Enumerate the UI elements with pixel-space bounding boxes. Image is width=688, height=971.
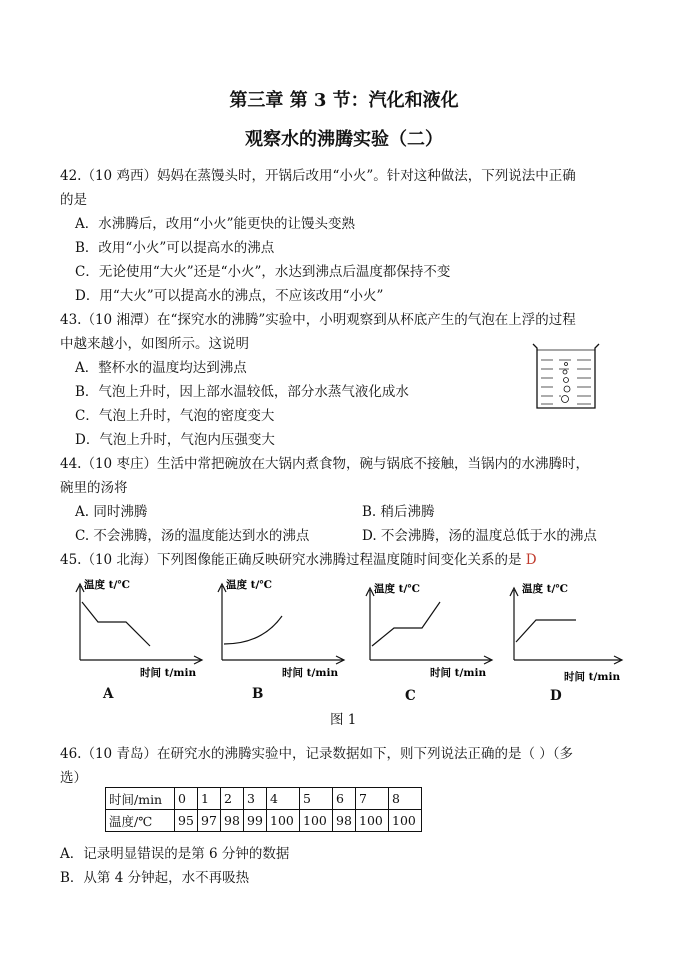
q43-stem-line2: 中越来越小，如图所示。这说明 <box>60 336 249 352</box>
graph-c-label: C <box>405 688 416 704</box>
graph-b-y-label: 温度 t/℃ <box>226 579 272 591</box>
figure-caption: 图 1 <box>330 712 357 728</box>
table-cell: 98 <box>221 810 244 832</box>
table-cell: 7 <box>356 788 389 810</box>
q43-option-d: D．气泡上升时，气泡内压强变大 <box>75 432 275 448</box>
boiling-data-table <box>105 787 422 832</box>
q46-option-b: B．从第 4 分钟起，水不再吸热 <box>60 870 250 886</box>
table-cell: 3 <box>244 788 267 810</box>
graph-b-label: B <box>252 686 264 702</box>
graph-c-y-label: 温度 t/℃ <box>374 583 420 595</box>
q43-stem-line1: 43.（10 湘潭）在“探究水的沸腾”实验中，小明观察到从杯底产生的气泡在上浮的过程 <box>60 312 576 328</box>
table-cell: 100 <box>300 810 333 832</box>
page-subtitle: 观察水的沸腾实验（二） <box>245 129 443 150</box>
q44-option-d: D. 不会沸腾，汤的温度总低于水的沸点 <box>362 528 597 544</box>
graph-d-label: D <box>550 688 562 704</box>
q46-stem-line1: 46.（10 青岛）在研究水的沸腾实验中，记录数据如下，则下列说法正确的是（ ）（多 <box>60 746 573 762</box>
table-cell: 100 <box>356 810 389 832</box>
q44-stem-line1: 44.（10 枣庄）生活中常把碗放在大锅内煮食物，碗与锅底不接触，当锅内的水沸腾时， <box>60 456 589 472</box>
graph-d-y-label: 温度 t/℃ <box>522 583 568 595</box>
table-cell: 0 <box>175 788 198 810</box>
table-cell: 6 <box>333 788 356 810</box>
beaker-figure <box>531 342 601 414</box>
graph-d <box>504 580 644 690</box>
table-cell: 97 <box>198 810 221 832</box>
table-row-time <box>106 788 422 810</box>
q42-option-c: C．无论使用“大火”还是“小火”，水达到沸点后温度都保持不变 <box>75 264 451 280</box>
q42-option-d: D．用“大火”可以提高水的沸点，不应该改用“小火” <box>75 288 384 304</box>
q44-stem-line2: 碗里的汤将 <box>60 480 128 496</box>
q42-stem-line1: 42.（10 鸡西）妈妈在蒸馒头时，开锅后改用“小火”。针对这种做法，下列说法中正确 <box>60 168 576 184</box>
q45-answer: D <box>525 552 537 568</box>
graph-b <box>212 576 352 686</box>
q43-option-a: A．整杯水的温度均达到沸点 <box>75 360 247 376</box>
table-header-temp: 温度/℃ <box>106 810 175 832</box>
table-cell: 5 <box>300 788 333 810</box>
q42-stem-line2: 的是 <box>60 192 87 208</box>
q44-option-a: A. 同时沸腾 <box>75 504 148 520</box>
q44-option-c: C. 不会沸腾，汤的温度能达到水的沸点 <box>75 528 310 544</box>
table-cell: 98 <box>333 810 356 832</box>
graph-a-label: A <box>103 686 114 702</box>
q43-option-b: B．气泡上升时，因上部水温较低，部分水蒸气液化成水 <box>75 384 409 400</box>
table-cell: 100 <box>267 810 300 832</box>
table-header-time: 时间/min <box>106 788 175 810</box>
q42-option-b: B．改用“小火”可以提高水的沸点 <box>75 240 275 256</box>
q45-stem <box>60 548 537 568</box>
graph-a-x-label: 时间 t/min <box>140 667 197 679</box>
table-row-temp <box>106 810 422 832</box>
q43-option-c: C．气泡上升时，气泡的密度变大 <box>75 408 275 424</box>
q45-stem-text: 45.（10 北海）下列图像能正确反映研究水沸腾过程温度随时间变化关系的是 <box>60 552 522 568</box>
table-cell: 4 <box>267 788 300 810</box>
graph-a-y-label: 温度 t/℃ <box>84 579 130 591</box>
page-title: 第三章 第 3 节：汽化和液化 <box>229 90 459 111</box>
graph-c-x-label: 时间 t/min <box>430 667 487 679</box>
table-cell: 99 <box>244 810 267 832</box>
table-cell: 1 <box>198 788 221 810</box>
q44-option-b: B. 稍后沸腾 <box>362 504 435 520</box>
table-cell: 95 <box>175 810 198 832</box>
graph-c <box>360 580 500 690</box>
table-cell: 100 <box>389 810 422 832</box>
graph-a <box>70 576 210 686</box>
graph-d-x-label: 时间 t/min <box>564 671 621 683</box>
q46-option-a: A．记录明显错误的是第 6 分钟的数据 <box>60 846 290 862</box>
q46-stem-line2: 选） <box>60 770 87 786</box>
graph-b-x-label: 时间 t/min <box>282 667 339 679</box>
q42-option-a: A．水沸腾后，改用“小火”能更快的让馒头变熟 <box>75 216 356 232</box>
table-cell: 8 <box>389 788 422 810</box>
table-cell: 2 <box>221 788 244 810</box>
